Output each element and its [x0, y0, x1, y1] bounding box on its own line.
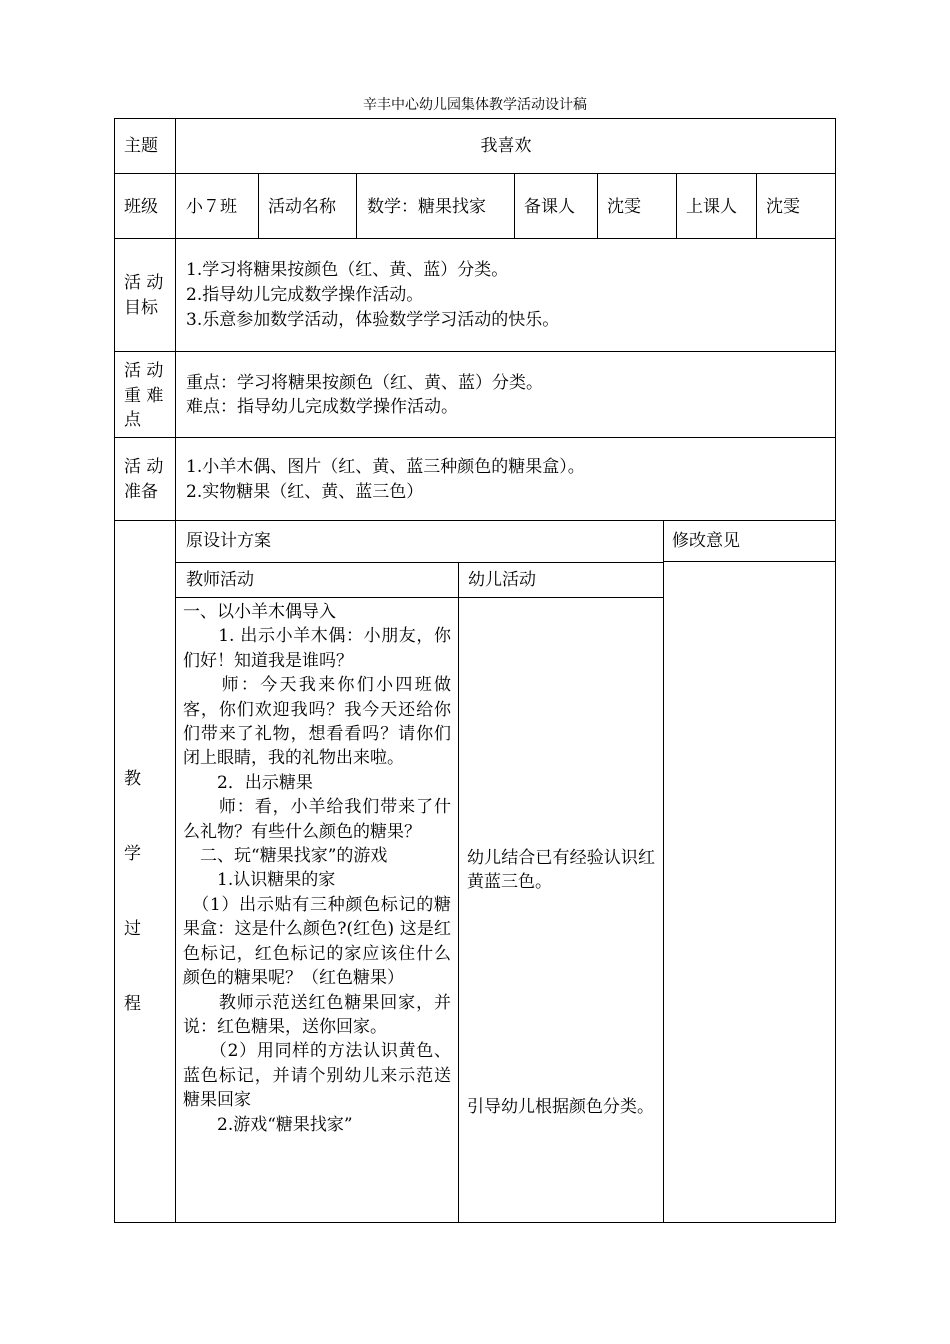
preparer-value: 沈雯: [607, 197, 641, 217]
theme-label: 主题: [124, 136, 158, 156]
teacher-line: 师：看，小羊给我们带来了什么礼物？有些什么颜色的糖果？: [183, 797, 451, 842]
preparation-item: 2.实物糖果（红、黄、蓝三色）: [186, 482, 424, 502]
goal-item: 3.乐意参加数学活动，体验数学学习活动的快乐。: [186, 310, 560, 330]
activity-name-label: 活动名称: [268, 197, 336, 217]
process-label-char: 程: [124, 994, 141, 1014]
activity-name-value: 数学：糖果找家: [367, 197, 486, 217]
teacher-label: 上课人: [686, 197, 737, 217]
goals-label-line2: 目标: [124, 298, 158, 318]
child-note: 引导幼儿根据颜色分类。: [467, 1097, 654, 1117]
process-label-char: 教: [124, 769, 141, 789]
teacher-line: 教师示范送红色糖果回家，并说：红色糖果，送你回家。: [183, 992, 451, 1037]
teacher-line: 一、以小羊木偶导入: [183, 602, 336, 622]
preparer-label: 备课人: [524, 197, 575, 217]
key-points-label-line2: 重 难: [124, 386, 164, 406]
class-value: 小７班: [186, 197, 237, 217]
goal-item: 2.指导幼儿完成数学操作活动。: [186, 285, 424, 305]
teacher-line: 1. 出示小羊木偶：小朋友，你们好！知道我是谁吗？: [183, 626, 451, 671]
key-point-item: 重点：学习将糖果按颜色（红、黄、蓝）分类。: [186, 373, 543, 393]
child-note: 幼儿结合已有经验认识红黄蓝三色。: [467, 848, 655, 892]
theme-value: 我喜欢: [480, 136, 532, 156]
key-points-label-line1: 活 动: [124, 361, 164, 381]
process-label-char: 过: [124, 919, 141, 939]
teacher-line: 2.游戏“糖果找家”: [183, 1114, 353, 1135]
revision-header: 修改意见: [672, 531, 740, 551]
key-point-item: 难点：指导幼儿完成数学操作活动。: [186, 397, 458, 417]
teacher-line: （2）用同样的方法认识黄色、蓝色标记，并请个别幼儿来示范送糖果回家: [183, 1041, 451, 1111]
teacher-line: 1.认识糖果的家: [183, 870, 336, 891]
teacher-activity-header: 教师活动: [186, 570, 254, 590]
teacher-value: 沈雯: [766, 197, 800, 217]
preparation-label-line2: 准备: [124, 482, 158, 502]
preparation-item: 1.小羊木偶、图片（红、黄、蓝三种颜色的糖果盒）。: [186, 457, 585, 477]
teacher-line: 师：今天我来你们小四班做客，你们欢迎我吗？我今天还给你们带来了礼物，想看看吗？请你们闭上眼睛，我的礼物出来啦。: [183, 675, 451, 769]
key-points-label-line3: 点: [124, 410, 141, 430]
goal-item: 1.学习将糖果按颜色（红、黄、蓝）分类。: [186, 260, 509, 280]
document-title: 辛丰中心幼儿园集体教学活动设计稿: [363, 97, 587, 113]
teacher-line: 二、玩“糖果找家”的游戏: [183, 846, 388, 867]
child-activity-header: 幼儿活动: [468, 570, 536, 590]
preparation-label-line1: 活 动: [124, 457, 164, 477]
teacher-line: （1）出示贴有三种颜色标记的糖果盒：这是什么颜色?(红色) 这是红色标记，红色标记的家应该住什么颜色的糖果呢？（红色糖果）: [183, 894, 451, 989]
process-label-char: 学: [124, 844, 141, 864]
class-label: 班级: [124, 197, 158, 217]
teacher-line: 2．出示糖果: [183, 772, 313, 793]
goals-label-line1: 活 动: [124, 273, 164, 293]
original-plan-header: 原设计方案: [186, 531, 271, 551]
teacher-activity-content: [183, 600, 451, 1220]
